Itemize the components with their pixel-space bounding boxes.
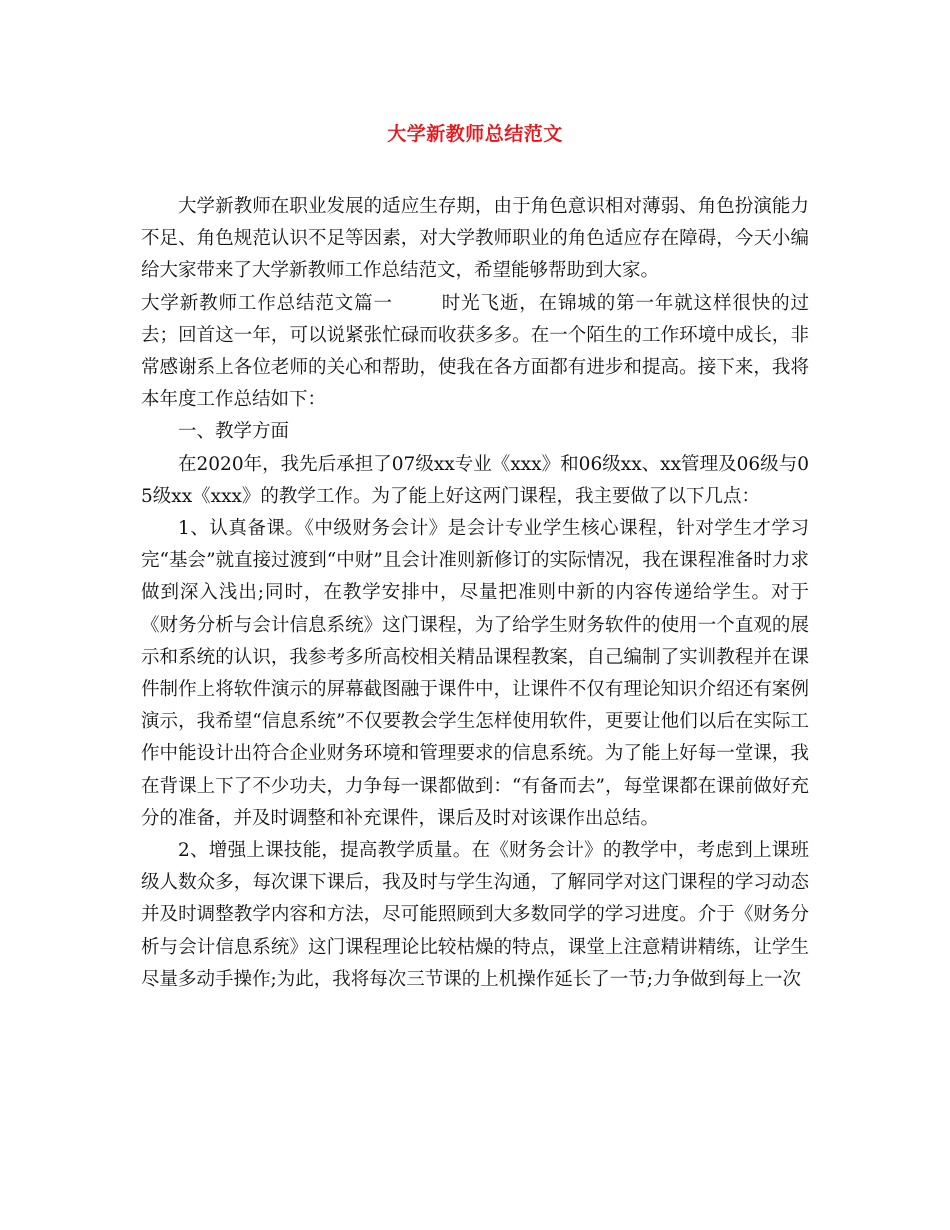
section-label: 大学新教师工作总结范文篇一	[141, 292, 393, 314]
intro-paragraph: 大学新教师在职业发展的适应生存期，由于角色意识相对薄弱、角色扮演能力不足、角色规范认识不足等因素，对大学教师职业的角色适应存在障碍，今天小编给大家带来了大学新教师工作总结范文，希望能够帮助到大家。	[141, 196, 809, 282]
section-paragraph	[141, 288, 809, 417]
heading-teaching: 一、教学方面	[178, 421, 290, 443]
courses-paragraph: 在2020年，我先后承担了07级xx专业《xxx》和06级xx、xx管理及06级与05级xx《xxx》的教学工作。为了能上好这两门课程，我主要做了以下几点：	[141, 453, 809, 507]
section-opening: 时光飞逝，在锦城的第一年就这样很快的过去；回首这一年，可以说紧张忙碌而收获多多。在一个陌生的工作环境中成长，非常感谢系上各位老师的关心和帮助，使我在各方面都有进步和提高。接下来，我将本年度工作总结如下：	[141, 292, 809, 411]
document-title: 大学新教师总结范文	[387, 123, 563, 145]
point-1-paragraph: 1、认真备课。《中级财务会计》是会计专业学生核心课程，针对学生才学习完“基会”就直接过渡到“中财”且会计准则新修订的实际情况，我在课程准备时力求做到深入浅出;同时，在教学安排中，尽量把准则中新的内容传递给学生。对于《财务分析与会计信息系统》这门课程，为了给学生财务软件的使用一个直观的展示和系统的认识，我参考多所高校相关精品课程教案，自己编制了实训教程并在课件制作上将软件演示的屏幕截图融于课件中，让课件不仅有理论知识介绍还有案例演示，我希望“信息系统”不仅要教会学生怎样使用软件，更要让他们以后在实际工作中能设计出符合企业财务环境和管理要求的信息系统。为了能上好每一堂课，我在背课上下了不少功夫，力争每一课都做到：“有备而去”，每堂课都在课前做好充分的准备，并及时调整和补充课件，课后及时对该课作出总结。	[141, 518, 809, 829]
point-2-paragraph: 2、增强上课技能，提高教学质量。在《财务会计》的教学中，考虑到上课班级人数众多，每次课下课后，我及时与学生沟通，了解同学对这门课程的学习动态并及时调整教学内容和方法，尽可能照顾到大多数同学的学习进度。介于《财务分析与会计信息系统》这门课程理论比较枯燥的特点，课堂上注意精讲精练，让学生尽量多动手操作;为此，我将每次三节课的上机操作延长了一节;力争做到每上一次	[141, 840, 809, 990]
document-body	[141, 191, 809, 996]
